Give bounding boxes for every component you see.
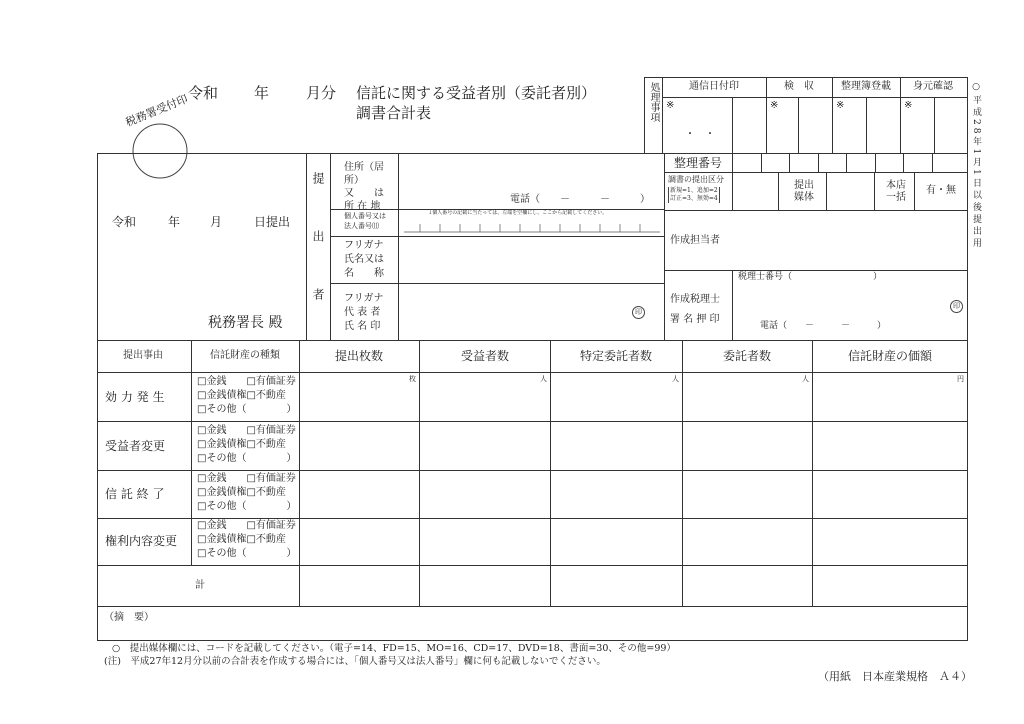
number-boxes[interactable] (404, 218, 660, 234)
mark-2: ※ (770, 100, 779, 111)
reception-stamp-label: 税務署受付印 (123, 92, 190, 130)
month-label: 月分 (306, 84, 337, 102)
form-subtitle: 調書合計表 (356, 104, 432, 122)
right-note: ○平成28年1月1日以後提出用 (971, 82, 981, 250)
number-label: 個人番号又は 法人番号⑾ (344, 212, 386, 230)
type-options-1[interactable]: □金銭 □有価証券 □金銭債権□不動産 □その他（ ） (197, 376, 297, 415)
mark-3: ※ (836, 100, 845, 111)
type-options-4[interactable]: □金銭 □有価証券 □金銭債権□不動産 □その他（ ） (197, 520, 297, 559)
processing-col-4: 身元確認 (913, 81, 953, 92)
kubun-options: 新規=1、追加=2 訂正=3、無効=4 (670, 187, 718, 202)
footer-note-1: ○ 提出媒体欄には、コードを記載してください。（電子=14、FD=15、MO=16、CD=17、DVD=18、書面=30、その他=99） (112, 643, 676, 654)
date-reiwa: 令和 (112, 215, 137, 229)
type-options-2[interactable]: □金銭 □有価証券 □金銭債権□不動産 □その他（ ） (197, 425, 297, 464)
th-kagaku: 信託財産の価額 (847, 349, 933, 363)
th-shurui: 信託財産の種類 (210, 350, 280, 361)
paper-spec: （用紙 日本産業規格 Ａ４） (818, 670, 972, 683)
tanto-label: 作成担当者 (670, 235, 720, 246)
row-label-kouryoku: 効 力 発 生 (105, 390, 165, 404)
row-label-juekisha: 受益者変更 (105, 439, 166, 453)
address-phone: 電話（ － － ） (510, 194, 650, 205)
tax-office-label: 税務署長 殿 (208, 315, 283, 331)
date-month: 月 (210, 215, 223, 229)
unit-nin-2: 人 (672, 375, 679, 383)
name-label: フリガナ 氏名又は 名 称 (344, 240, 384, 279)
rep-label: フリガナ 代 表 者 氏 名 印 (344, 293, 384, 332)
date-year: 年 (168, 215, 181, 229)
footer-note-2: (注) 平成27年12月分以前の合計表を作成する場合には、「個人番号又は法人番号」欄に何も記載しないでください。 (104, 656, 606, 667)
address-label: 住所（居所） 又 は 所 在 地 (344, 162, 384, 212)
seiri-bango-label: 整理番号 (674, 156, 723, 170)
unit-nin-1: 人 (540, 375, 547, 383)
row-label-kenri: 権利内容変更 (105, 534, 178, 548)
umu-toggle[interactable]: 有・無 (926, 185, 956, 196)
th-jueki: 受益者数 (460, 349, 510, 363)
honten-label: 本店一括 (886, 180, 906, 203)
mark-1: ※ (666, 100, 675, 111)
processing-col-3: 整理簿登載 (841, 81, 891, 92)
processing-col-2: 検 収 (784, 81, 814, 92)
kubun-label: 調書の提出区分 (668, 175, 724, 184)
zeirishi-label: 作成税理士 署 名 押 印 (670, 294, 720, 325)
zeirishi-seal: 印 (950, 300, 963, 313)
submitter-side-label: 提出者 (311, 172, 325, 346)
memo-label: （摘 要） (104, 612, 154, 623)
type-options-3[interactable]: □金銭 □有価証券 □金銭債権□不動産 □その他（ ） (197, 473, 297, 512)
unit-mai: 枚 (409, 375, 416, 383)
year-label: 年 (254, 84, 270, 102)
mark-4: ※ (904, 100, 913, 111)
processing-side-label: 処理事項 (648, 82, 659, 122)
date-day: 日提出 (254, 215, 291, 229)
row-label-shuryo: 信 託 終 了 (105, 487, 165, 501)
th-tokutei: 特定委託者数 (579, 349, 653, 363)
rep-seal: 印 (632, 306, 645, 319)
zeirishi-number: 税理士番号（ ） (738, 272, 883, 282)
th-maisu: 提出枚数 (334, 349, 384, 363)
baitai-label: 提出媒体 (794, 180, 814, 203)
date-dots: ・ ・ (685, 129, 715, 140)
th-itaku: 委託者数 (722, 349, 772, 363)
unit-yen: 円 (957, 375, 964, 383)
zeirishi-phone: 電話（ － － ） (760, 321, 887, 331)
form-title: 信託に関する受益者別（委託者別） (356, 84, 597, 102)
total-label: 計 (195, 580, 205, 591)
processing-col-1: 通信日付印 (689, 81, 739, 92)
reiwa-label: 令和 (188, 84, 219, 102)
th-jiyu: 提出事由 (123, 350, 163, 361)
unit-nin-3: 人 (802, 375, 809, 383)
number-note: ↓個人番号の記載に当たっては、左端を空欄にし、ここから記載してください。 (428, 210, 608, 216)
